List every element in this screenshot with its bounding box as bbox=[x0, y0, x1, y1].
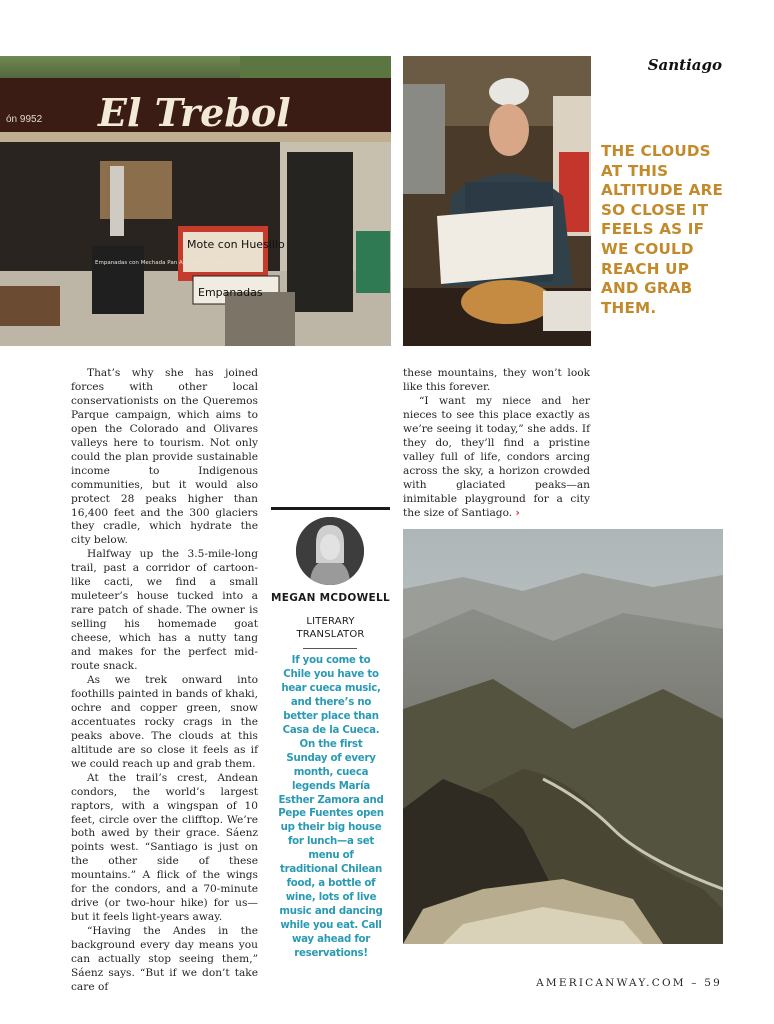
board-menu: Empanadas con Mechada Pan Amasado Tortillas bbox=[95, 260, 228, 266]
paragraph: these mountains, they won’t look like this forever. bbox=[403, 367, 590, 393]
contributor-avatar bbox=[296, 517, 364, 585]
end-mark-icon: › bbox=[515, 506, 520, 519]
restaurant-photo bbox=[0, 56, 391, 346]
valley-photo bbox=[403, 529, 723, 944]
paragraph-text: “I want my niece and her nieces to see this place exactly as we’re seeing it today,” she adds. If they do, they’ll find a pristine valley full of life, condors arcing across the sky, a horizon crowded with glaciated peaks—an inimitable playground for a city the size of Santiago. bbox=[403, 394, 590, 519]
sidebar-rule bbox=[271, 507, 390, 510]
cook-photo bbox=[403, 56, 591, 346]
divider bbox=[303, 648, 357, 649]
board-mote: Mote con Huesillo bbox=[187, 238, 285, 251]
contributor-name: MEGAN MCDOWELL bbox=[271, 592, 390, 604]
paragraph: As we trek onward into foothills painted in bands of khaki, ochre and copper green, snow accentuates rocky crags in the peaks above. The clouds at this altitude are so close it feels as if we could reach up and grab them. bbox=[71, 673, 258, 770]
article-column-left bbox=[71, 367, 258, 995]
paragraph: Halfway up the 3.5-mile-long trail, past a corridor of cartoon-like cacti, we find a small muleteer’s house tucked into a rare patch of shade. The owner is selling his homemade goat cheese, which has a nutty tang and makes for the perfect mid-route snack. bbox=[71, 548, 258, 673]
paragraph: At the trail’s crest, Andean condors, the world’s largest raptors, with a wingspan of 10 feet, circle over the clifftop. We’re both awed by their grace. Sáenz points west. “Santiago is just on the other side of these mountains.” A flick of the wings for the condors, and a 70-minute drive (or two-hour hike) for us—but it feels light-years away. bbox=[71, 771, 258, 924]
contributor-tip: If you come to Chile you have to hear cueca music, and there’s no better place than Casa de la Cueca. On the first Sunday of every month, cueca legends María Esther Zamora and Pepe Fuentes open up their big house for lunch—a set menu of traditional Chilean food, a bottle of wine, lots of live music and dancing while you eat. Call way ahead for reservations! bbox=[278, 655, 384, 960]
contributor-role: LITERARY TRANSLATOR bbox=[296, 616, 365, 640]
pull-quote: THE CLOUDS AT THIS ALTITUDE ARE SO CLOSE IT FEELS AS IF WE COULD REACH UP AND GRAB THEM. bbox=[601, 142, 724, 317]
section-label: Santiago bbox=[647, 56, 722, 74]
page-footer: AMERICANWAY.COM – 59 bbox=[536, 977, 722, 989]
article-column-right bbox=[403, 367, 590, 520]
paragraph: “Having the Andes in the background every day means you can actually stop seeing them,” Sáenz says. “But if we don’t take care of bbox=[71, 925, 258, 993]
board-empanadas: Empanadas bbox=[198, 286, 263, 299]
restaurant-sign-number: ón 9952 bbox=[6, 114, 43, 125]
paragraph: That’s why she has joined forces with other local conservationists on the Queremos Parque campaign, which aims to open the Colorado and Olivares valleys here to tourism. Not only could the plan provide sustainable income to Indigenous communities, but it would also protect 28 peaks higher than 16,400 feet and the 300 glaciers they cradle, which hydrate the city below. bbox=[71, 367, 258, 547]
paragraph bbox=[403, 395, 590, 521]
restaurant-sign: El Trebol bbox=[98, 90, 291, 135]
